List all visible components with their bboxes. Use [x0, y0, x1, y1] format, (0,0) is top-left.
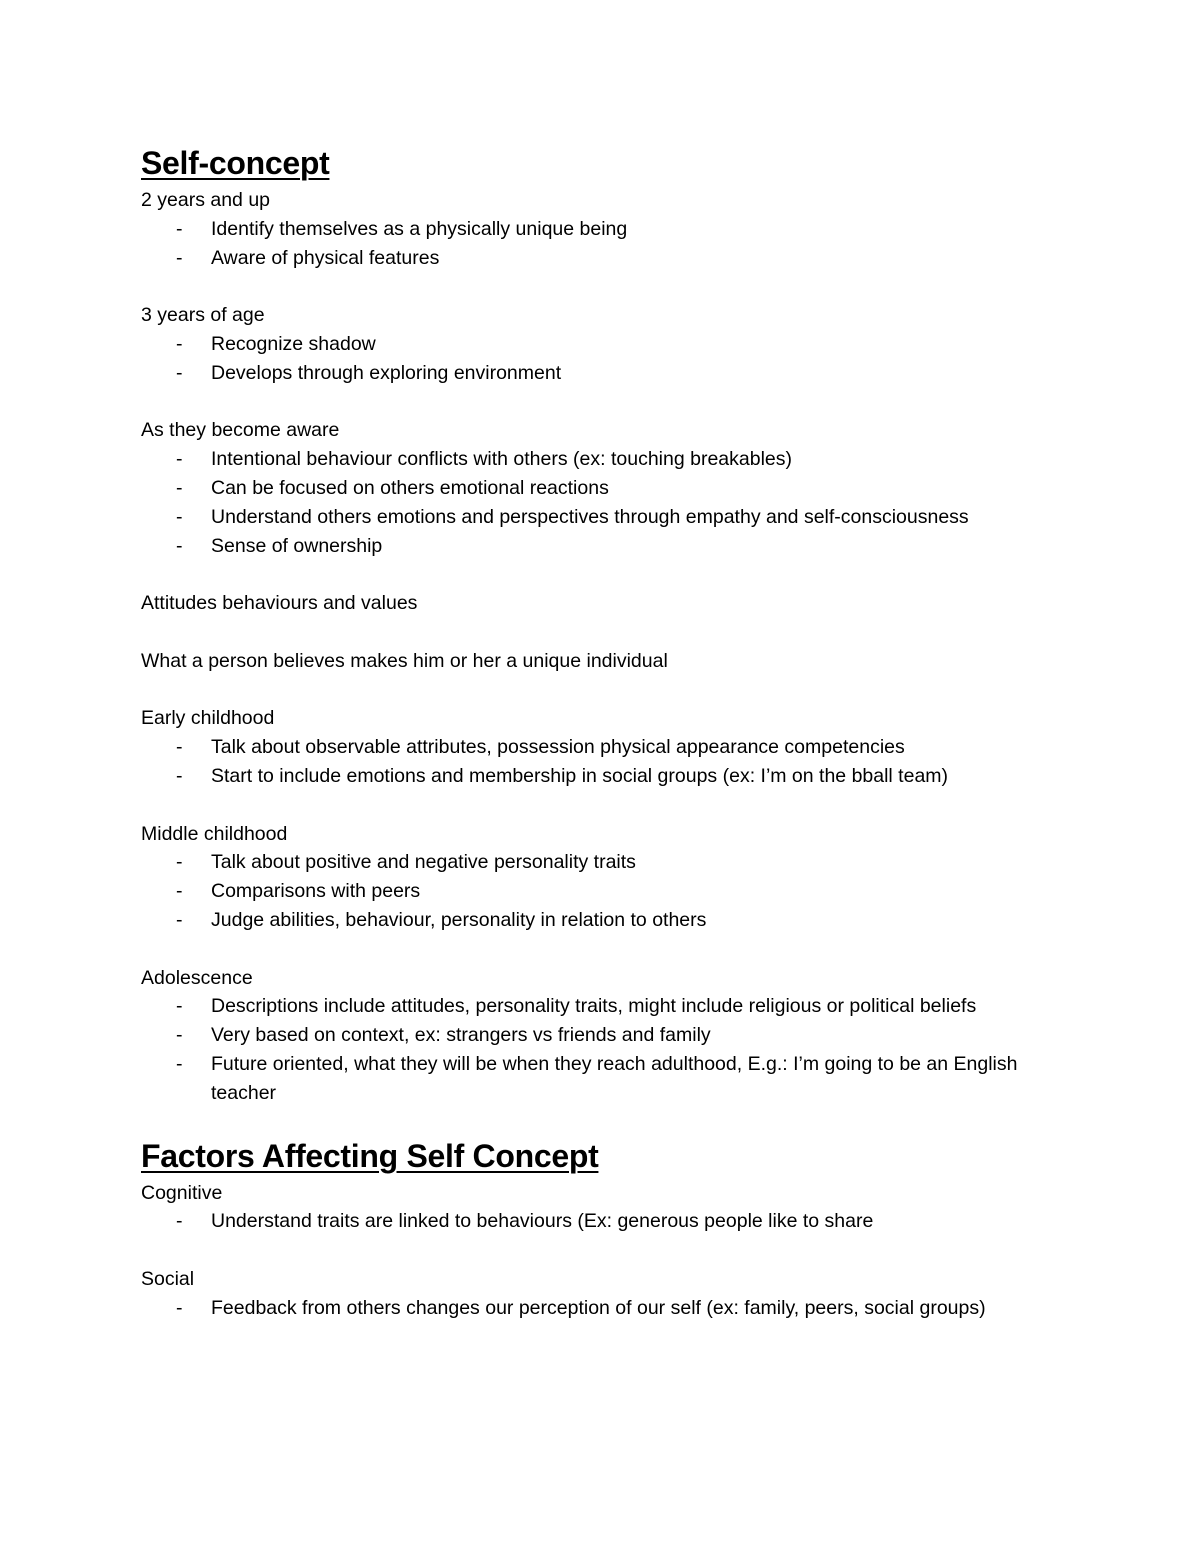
list-item: [141, 215, 1071, 244]
factors-section: [141, 1265, 1071, 1323]
self-concept-section: [141, 964, 1071, 1108]
list-item-text: Understand others emotions and perspectives through empathy and self-consciousness: [211, 505, 969, 528]
list-item-text: Understand traits are linked to behaviours (Ex: generous people like to share: [211, 1210, 874, 1233]
bullet-list: [141, 848, 1071, 934]
list-item-text: Start to include emotions and membership in social groups (ex: I’m on the bball team): [211, 764, 949, 787]
list-item-text: Sense of ownership: [211, 534, 383, 557]
dash-bullet-icon: -: [176, 736, 183, 759]
list-item: [141, 762, 1071, 791]
dash-bullet-icon: -: [176, 505, 183, 528]
self-concept-section: [141, 186, 1071, 272]
dash-bullet-icon: -: [176, 1024, 183, 1047]
list-item-text: Future oriented, what they will be when they reach adulthood, E.g.: I’m going to be an English teacher: [211, 1052, 1018, 1104]
section-label: Adolescence: [141, 966, 253, 989]
list-item: [141, 877, 1071, 906]
section-label: Early childhood: [141, 707, 275, 730]
list-item: [141, 503, 1071, 532]
list-item: [141, 359, 1071, 388]
list-item-text: Can be focused on others emotional reactions: [211, 476, 609, 499]
self-concept-section: [141, 589, 1071, 618]
list-item: [141, 532, 1071, 561]
list-item: [141, 1021, 1071, 1050]
self-concept-section: [141, 820, 1071, 935]
section-label: Social: [141, 1267, 195, 1290]
bullet-list: [141, 1207, 1071, 1236]
self-concept-section: [141, 704, 1071, 790]
dash-bullet-icon: -: [176, 1296, 183, 1319]
document-page: [141, 140, 1071, 1322]
bullet-list: [141, 733, 1071, 791]
dash-bullet-icon: -: [176, 217, 183, 240]
dash-bullet-icon: -: [176, 851, 183, 874]
list-item-text: Talk about positive and negative personality traits: [211, 851, 636, 874]
dash-bullet-icon: -: [176, 764, 183, 787]
section-label: Cognitive: [141, 1181, 223, 1204]
bullet-list: [141, 992, 1071, 1107]
factors-section: [141, 1179, 1071, 1237]
list-item-text: Judge abilities, behaviour, personality in relation to others: [211, 908, 707, 931]
list-item: [141, 445, 1071, 474]
self-concept-section: [141, 647, 1071, 676]
section-label: 3 years of age: [141, 304, 265, 327]
dash-bullet-icon: -: [176, 1052, 183, 1075]
list-item: [141, 906, 1071, 935]
heading-self-concept: Self-concept: [141, 145, 330, 181]
list-item-text: Identify themselves as a physically unique being: [211, 217, 628, 240]
bullet-list: [141, 215, 1071, 273]
sections-self-concept: [141, 186, 1071, 1108]
list-item: [141, 330, 1071, 359]
list-item-text: Very based on context, ex: strangers vs friends and family: [211, 1024, 711, 1047]
section-label: As they become aware: [141, 419, 340, 442]
dash-bullet-icon: -: [176, 534, 183, 557]
self-concept-section: [141, 301, 1071, 387]
dash-bullet-icon: -: [176, 448, 183, 471]
heading-factors-affecting-self-concept: Factors Affecting Self Concept: [141, 1137, 599, 1174]
list-item-text: Talk about observable attributes, possession physical appearance competencies: [211, 736, 905, 759]
dash-bullet-icon: -: [176, 995, 183, 1018]
list-item: [141, 1050, 1071, 1108]
list-item-text: Develops through exploring environment: [211, 361, 562, 384]
list-item: [141, 244, 1071, 273]
list-item: [141, 474, 1071, 503]
list-item-text: Aware of physical features: [211, 246, 440, 269]
list-item-text: Intentional behaviour conflicts with others (ex: touching breakables): [211, 448, 792, 471]
sections-factors: [141, 1179, 1071, 1323]
dash-bullet-icon: -: [176, 246, 183, 269]
bullet-list: [141, 1294, 1071, 1323]
dash-bullet-icon: -: [176, 1210, 183, 1233]
list-item: [141, 992, 1071, 1021]
dash-bullet-icon: -: [176, 880, 183, 903]
list-item: [141, 733, 1071, 762]
section-label: 2 years and up: [141, 189, 271, 211]
dash-bullet-icon: -: [176, 361, 183, 384]
bullet-list: [141, 445, 1071, 560]
list-item-text: Feedback from others changes our perception of our self (ex: family, peers, social groups): [211, 1296, 986, 1319]
list-item: [141, 1294, 1071, 1323]
list-item-text: Descriptions include attitudes, personality traits, might include religious or political beliefs: [211, 995, 977, 1018]
section-label: What a person believes makes him or her a unique individual: [141, 649, 668, 672]
dash-bullet-icon: -: [176, 908, 183, 931]
bullet-list: [141, 330, 1071, 388]
self-concept-section: [141, 416, 1071, 560]
list-item-text: Recognize shadow: [211, 332, 376, 355]
list-item: [141, 848, 1071, 877]
section-label: Attitudes behaviours and values: [141, 592, 418, 615]
list-item-text: Comparisons with peers: [211, 880, 421, 903]
section-label: Middle childhood: [141, 822, 288, 845]
list-item: [141, 1207, 1071, 1236]
dash-bullet-icon: -: [176, 476, 183, 499]
dash-bullet-icon: -: [176, 332, 183, 355]
